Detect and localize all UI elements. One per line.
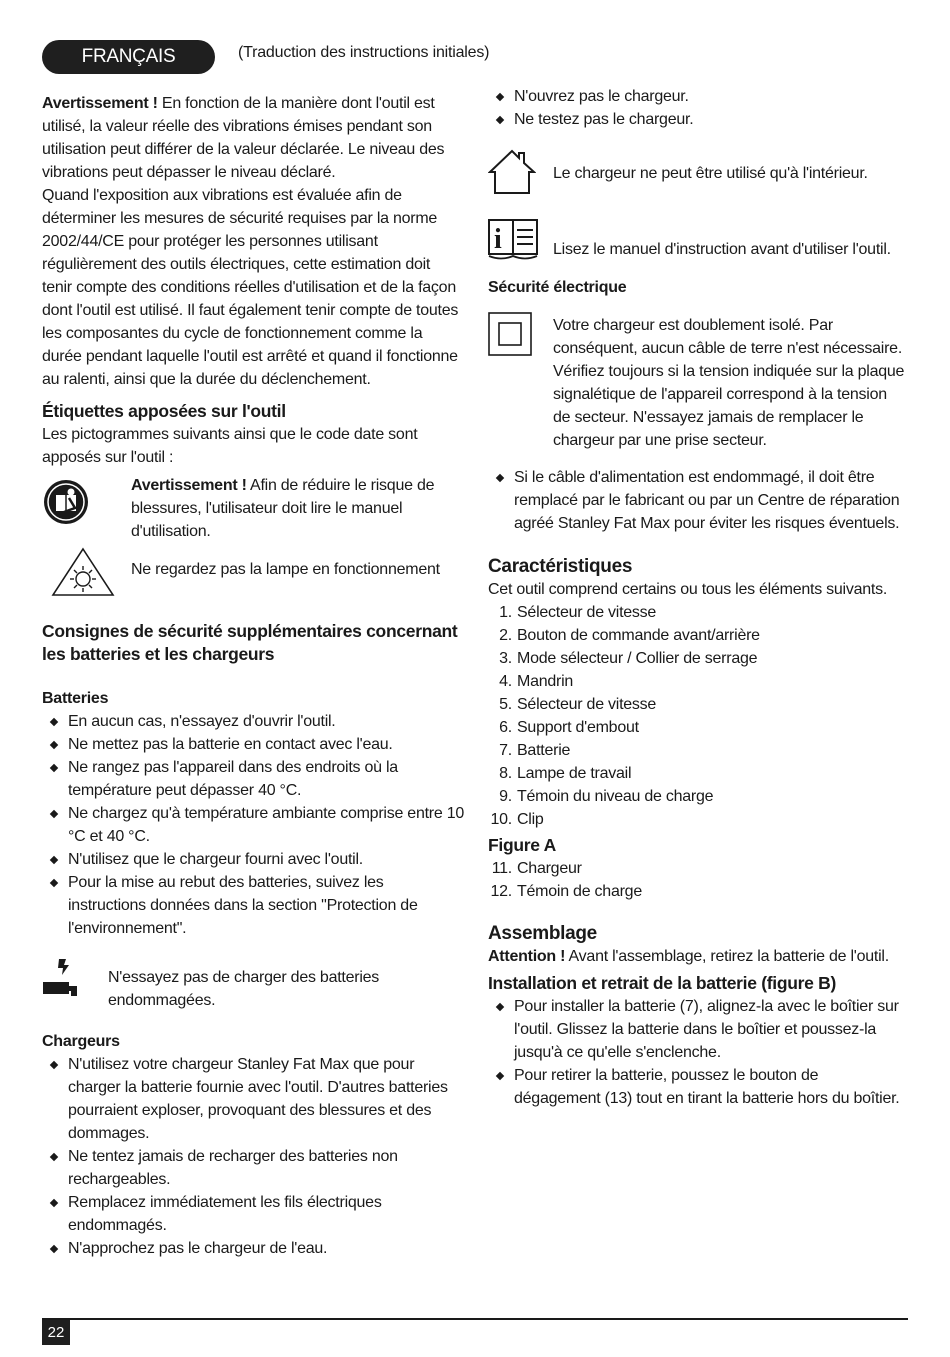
language-label: FRANÇAIS [42, 40, 215, 74]
batteries-heading: Batteries [42, 690, 109, 707]
list-item: N'utilisez que le chargeur fourni avec l'outil. [42, 848, 464, 871]
translation-note: (Traduction des instructions initiales) [238, 44, 490, 61]
list-item: 7. Batterie [499, 742, 571, 759]
list-item: 12. Témoin de charge [490, 883, 642, 900]
list-item: 10. Clip [490, 811, 544, 828]
lamp-warning-icon [50, 546, 116, 605]
manual-book-icon [488, 218, 538, 269]
exposure-paragraph: Quand l'exposition aux vibrations est évaluée afin de déterminer les mesures de sécurité requises par la norme 2002/44/CE pour protéger les personnes utilisant régulièrement des outils électriques, cette estimation doit tenir compte des conditions réelles d'utilisation et de la façon dont l'outil est utilisé. Il faut également tenir compte de toutes les composantes du cycle de fonctionnement comme la durée pendant laquelle l'outil est arrêté et quand il fonctionne au ralenti, ainsi que la durée du déclenchement. [42, 187, 459, 388]
double-insulation-icon [488, 312, 532, 363]
list-item: Ne testez pas le chargeur. [488, 108, 908, 131]
read-manual-right-text: Lisez le manuel d'instruction avant d'utiliser l'outil. [553, 241, 891, 258]
footer-divider [42, 1318, 908, 1320]
battery-safety-heading: Consignes de sécurité supplémentaires concernant les batteries et les chargeurs [42, 621, 458, 664]
list-item: Ne tentez jamais de recharger des batteries non rechargeables. [42, 1145, 464, 1191]
list-item: N'approchez pas le chargeur de l'eau. [42, 1237, 464, 1260]
labels-intro: Les pictogrammes suivants ainsi que le code date sont apposés sur l'outil : [42, 426, 418, 466]
batteries-list [42, 710, 464, 940]
attention-paragraph: Attention ! Avant l'assemblage, retirez la batterie de l'outil. [488, 948, 889, 965]
chargers-heading: Chargeurs [42, 1033, 120, 1050]
icon-warning-label: Avertissement ! [131, 477, 247, 494]
warning-text: En fonction de la manière dont l'outil est utilisé, la valeur réelle des vibrations émises pendant son utilisation peut différer de la valeur déclarée. Le niveau des vibrations peut dépasser le niveau déclaré. [42, 95, 445, 181]
list-item: 9. Témoin du niveau de charge [499, 788, 714, 805]
double-insulated-row [488, 314, 908, 452]
lamp-warning-text: Ne regardez pas la lampe en fonctionnement [131, 561, 440, 578]
list-item: 3. Mode sélecteur / Collier de serrage [499, 650, 758, 667]
figure-a-list [488, 857, 908, 903]
list-item: 6. Support d'embout [499, 719, 639, 736]
chargers-list [42, 1053, 464, 1260]
read-manual-row [488, 221, 908, 267]
read-manual-warning-icon [42, 478, 90, 533]
features-intro: Cet outil comprend certains ou tous les éléments suivants. [488, 581, 888, 598]
svg-text:i: i [494, 224, 502, 255]
list-item: Pour la mise au rebut des batteries, suivez les instructions données dans la section "Protection de l'environnement". [42, 871, 464, 940]
list-item: 8. Lampe de travail [499, 765, 632, 782]
warning-label: Avertissement ! [42, 95, 158, 112]
read-manual-text: Avertissement ! Afin de réduire le risque de blessures, l'utilisateur doit lire le manuel d'utilisation. [131, 477, 435, 540]
features-list [488, 601, 908, 831]
list-item: 2. Bouton de commande avant/arrière [499, 627, 760, 644]
list-item: En aucun cas, n'essayez d'ouvrir l'outil. [42, 710, 464, 733]
list-item: Pour installer la batterie (7), alignez-la avec le boîtier sur l'outil. Glissez la batterie dans le boîtier et poussez-la jusqu'à ce qu'elle s'enclenche. [488, 995, 908, 1064]
labels-heading: Étiquettes apposées sur l'outil [42, 401, 286, 421]
read-manual-pictogram-row [42, 474, 464, 543]
assembly-heading: Assemblage [488, 923, 597, 944]
cable-list [488, 466, 908, 535]
battery-install-heading: Installation et retrait de la batterie (figure B) [488, 973, 837, 993]
lamp-pictogram-row [42, 552, 464, 598]
list-item: Ne mettez pas la batterie en contact avec l'eau. [42, 733, 464, 756]
battery-install-list [488, 995, 908, 1110]
list-item: Pour retirer la batterie, poussez le bouton de dégagement (13) tout en tirant la batterie hors du boîtier. [488, 1064, 908, 1110]
double-insulated-text: Votre chargeur est doublement isolé. Par conséquent, aucun câble de terre n'est nécessaire. Vérifiez toujours si la tension indiquée sur la plaque signalétique de l'appareil correspond à la tension de secteur. N'essayez jamais de remplacer le chargeur par une prise secteur. [553, 317, 905, 449]
figure-a-heading: Figure A [488, 835, 556, 855]
left-column [42, 92, 464, 1260]
electrical-safety-heading: Sécurité électrique [488, 279, 627, 296]
list-item: Ne rangez pas l'appareil dans des endroits où la température peut dépasser 40 °C. [42, 756, 464, 802]
list-item: 4. Mandrin [499, 673, 574, 690]
damaged-battery-text: N'essayez pas de charger des batteries endommagées. [108, 969, 380, 1009]
damaged-battery-icon [42, 956, 82, 1011]
list-item: 1. Sélecteur de vitesse [499, 604, 657, 621]
list-item: Remplacez immédiatement les fils électriques endommagés. [42, 1191, 464, 1237]
list-item: 5. Sélecteur de vitesse [499, 696, 657, 713]
list-item: Si le câble d'alimentation est endommagé, il doit être remplacé par le fabricant ou par un Centre de réparation agréé Stanley Fat Max pour éviter les risques éventuels. [488, 466, 908, 535]
list-item: Ne chargez qu'à température ambiante comprise entre 10 °C et 40 °C. [42, 802, 464, 848]
indoor-use-text: Le chargeur ne peut être utilisé qu'à l'intérieur. [553, 165, 868, 182]
list-item: 11. Chargeur [491, 860, 582, 877]
page-number: 22 [42, 1320, 70, 1345]
damaged-battery-row [42, 966, 464, 1012]
right-column [488, 85, 908, 1110]
vibration-warning [42, 92, 464, 184]
attention-label: Attention ! [488, 948, 566, 965]
list-item: N'ouvrez pas le chargeur. [488, 85, 908, 108]
list-item: N'utilisez votre chargeur Stanley Fat Max que pour charger la batterie fournie avec l'outil. D'autres batteries pourraient exploser, provoquant des blessures et des dommages. [42, 1053, 464, 1145]
charger-top-list [488, 85, 908, 131]
indoor-use-row [488, 151, 908, 203]
features-heading: Caractéristiques [488, 556, 633, 577]
house-icon [488, 148, 536, 203]
